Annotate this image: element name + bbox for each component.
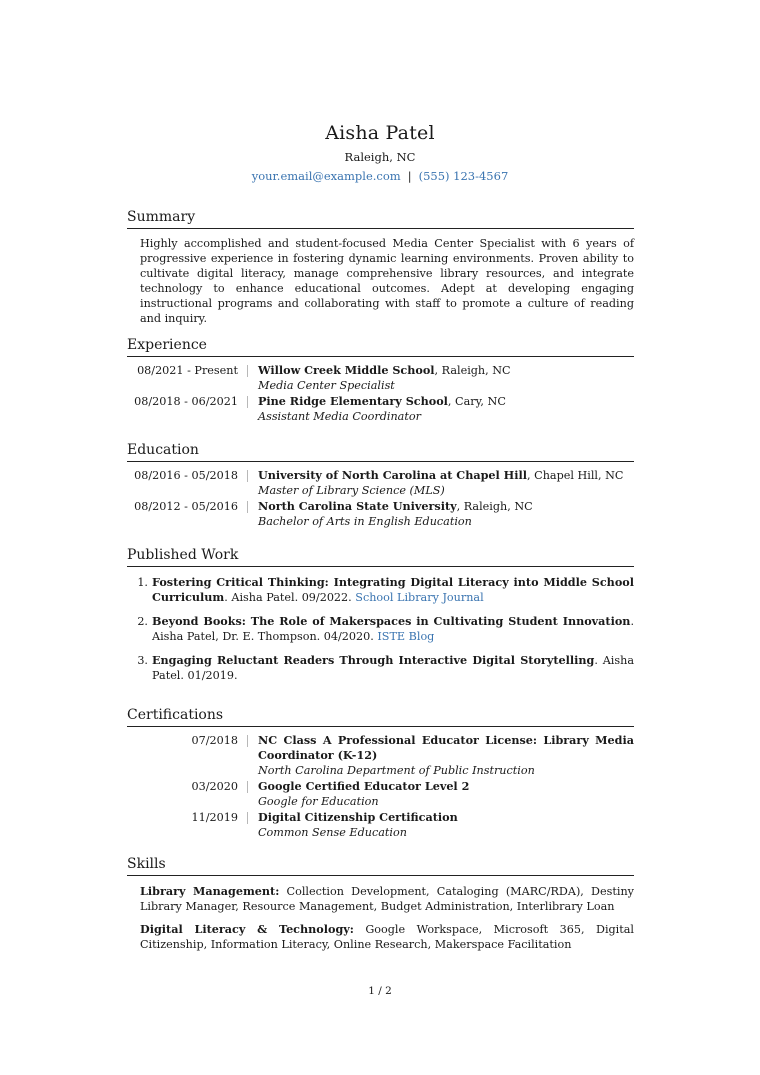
entry-body [258, 810, 634, 840]
entry-divider [238, 779, 258, 809]
education-section [127, 441, 634, 529]
publication-title: Engaging Reluctant Readers Through Interactive Digital Storytelling [152, 653, 595, 667]
entry-org: University of North Carolina at Chapel Hill [258, 468, 528, 482]
skill-text: Google Workspace, Microsoft 365, Digital Citizenship, Information Literacy, Online Research, Makerspace Facilitation [140, 923, 634, 951]
summary-section [127, 208, 634, 326]
email-link[interactable]: your.email@example.com [251, 169, 401, 183]
section-title-summary: Summary [127, 208, 634, 229]
entry-body [258, 779, 634, 809]
skill-item [140, 922, 634, 952]
certification-name: Google Certified Educator Level 2 [258, 779, 470, 793]
entry-divider [238, 468, 258, 498]
entry-body [258, 499, 634, 529]
education-entry [127, 499, 634, 529]
publication-item [127, 614, 634, 644]
certification-issuer: North Carolina Department of Public Instruction [258, 764, 535, 777]
resume-header [0, 120, 760, 184]
entry-role: Assistant Media Coordinator [258, 410, 421, 423]
skill-text: Collection Development, Cataloging (MARC/RDA), Destiny Library Manager, Resource Management, Budget Administration, Interlibrary Loan [140, 885, 634, 913]
publication-number: 3. [137, 654, 148, 667]
experience-section [127, 336, 634, 424]
certification-issuer: Google for Education [258, 795, 379, 808]
contact-separator: | [407, 169, 412, 183]
section-title-skills: Skills [127, 855, 634, 876]
phone-link[interactable]: (555) 123-4567 [418, 169, 509, 183]
skill-item [140, 884, 634, 914]
entry-body [258, 733, 634, 778]
entry-divider [238, 733, 258, 778]
publication-number: 2. [137, 615, 148, 628]
section-title-published-work: Published Work [127, 546, 634, 567]
entry-role: Bachelor of Arts in English Education [258, 515, 472, 528]
entry-place: , Raleigh, NC [456, 500, 533, 513]
entry-date: 08/2021 - Present [137, 364, 238, 377]
entry-role: Media Center Specialist [258, 379, 395, 392]
page-number: 1 / 2 [368, 985, 392, 997]
entry-divider [238, 499, 258, 529]
entry-place: , Cary, NC [447, 395, 506, 408]
publication-item [127, 575, 634, 605]
published-work-section [127, 546, 634, 692]
certifications-section [127, 706, 634, 840]
entry-date: 08/2012 - 05/2016 [134, 500, 238, 513]
education-entry [127, 468, 634, 498]
certification-date: 03/2020 [191, 780, 238, 793]
publication-title: Beyond Books: The Role of Makerspaces in Cultivating Student Innovation [152, 614, 631, 628]
certification-date: 11/2019 [191, 811, 238, 824]
skills-section [127, 855, 634, 960]
entry-body [258, 468, 634, 498]
certification-issuer: Common Sense Education [258, 826, 407, 839]
publication-item [127, 653, 634, 683]
experience-entry [127, 363, 634, 393]
publication-link[interactable]: School Library Journal [355, 591, 484, 604]
entry-date: 08/2018 - 06/2021 [134, 395, 238, 408]
certification-entry [127, 779, 634, 809]
candidate-name: Aisha Patel [325, 122, 435, 144]
contact-line [0, 168, 760, 184]
entry-body [258, 363, 634, 393]
certification-name: Digital Citizenship Certification [258, 810, 458, 824]
entry-divider [238, 363, 258, 393]
entry-org: Willow Creek Middle School [258, 363, 435, 377]
summary-text: Highly accomplished and student-focused Media Center Specialist with 6 years of progressive experience in fostering dynamic learning environments. Proven ability to cultivate digital literacy, manage comprehensive library resources, and integrate technology to enhance educational outcomes. Adept at developing engaging instructional programs and collaborating with staff to promote a culture of reading and inquiry. [140, 237, 634, 325]
entry-date: 08/2016 - 05/2018 [134, 469, 238, 482]
publication-title: Fostering Critical Thinking: Integrating Digital Literacy into Middle School Curriculum [152, 575, 634, 604]
candidate-location: Raleigh, NC [344, 150, 416, 164]
section-title-certifications: Certifications [127, 706, 634, 727]
publication-details: . Aisha Patel. 09/2022. [224, 591, 356, 604]
entry-role: Master of Library Science (MLS) [258, 484, 445, 497]
section-title-education: Education [127, 441, 634, 462]
publication-link[interactable]: ISTE Blog [377, 630, 435, 643]
publication-details: . Aisha Patel, Dr. E. Thompson. 04/2020. [152, 615, 634, 643]
certification-date: 07/2018 [191, 734, 238, 747]
entry-org: Pine Ridge Elementary School [258, 394, 448, 408]
publication-list [127, 575, 634, 683]
section-title-experience: Experience [127, 336, 634, 357]
entry-divider [238, 394, 258, 424]
certification-name: NC Class A Professional Educator License: Library Media Coordinator (K-12) [258, 733, 634, 762]
skill-label: Digital Literacy & Technology: [140, 922, 354, 936]
skill-label: Library Management: [140, 884, 280, 898]
entry-divider [238, 810, 258, 840]
publication-details: . Aisha Patel. 01/2019. [152, 654, 635, 682]
publication-number: 1. [137, 576, 148, 589]
certification-entry [127, 733, 634, 778]
certification-entry [127, 810, 634, 840]
entry-place: , Raleigh, NC [434, 364, 511, 377]
entry-place: , Chapel Hill, NC [527, 469, 624, 482]
experience-entry [127, 394, 634, 424]
entry-org: North Carolina State University [258, 499, 457, 513]
entry-body [258, 394, 634, 424]
